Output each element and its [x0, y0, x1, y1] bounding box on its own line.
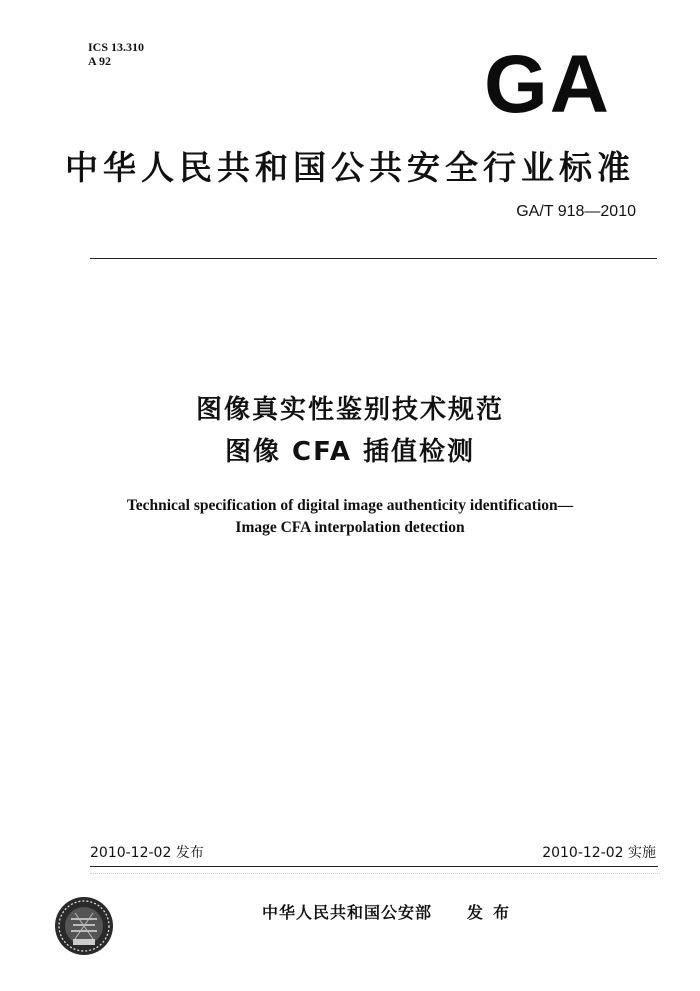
footer-dotted-rule: [90, 873, 660, 876]
effective-date: 2010-12-02 实施: [542, 845, 656, 861]
standard-title: 中华人民共和国公共安全行业标准: [65, 148, 635, 187]
ccs-code: A 92: [88, 54, 112, 68]
en-title-line1: Technical specification of digital image authenticity identification—: [126, 497, 574, 514]
standard-code: GA/T 918—2010: [516, 203, 636, 220]
cn-title-line1: 图像真实性鉴别技术规范: [195, 395, 504, 425]
en-title-line2: Image CFA interpolation detection: [235, 519, 465, 536]
ics-code: ICS 13.310: [88, 40, 145, 54]
ga-logo: GA: [484, 39, 611, 130]
classification-codes: [88, 40, 144, 68]
header-divider: [90, 258, 657, 259]
anti-counterfeit-seal-icon: [53, 895, 115, 957]
issue-date: 2010-12-02 发布: [90, 845, 204, 861]
cn-title-line2: 图像 CFA 插值检测: [224, 437, 476, 467]
publish-label: 发布: [467, 903, 520, 922]
footer-divider: [90, 866, 658, 867]
issuing-authority: 中华人民共和国公安部: [262, 903, 433, 922]
